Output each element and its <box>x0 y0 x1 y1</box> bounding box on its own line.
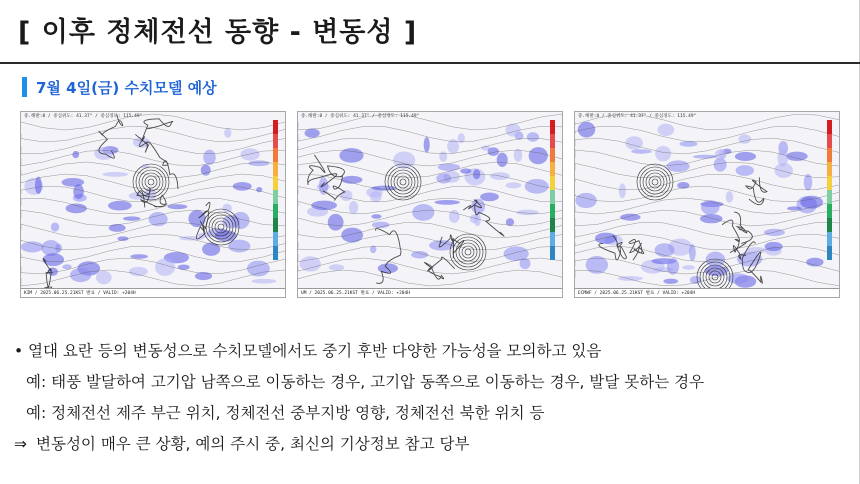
map-header: 중.해발:0 / 중심위도: 41.37° / 중심경도: 115.49° <box>301 114 420 119</box>
title-divider <box>0 62 860 64</box>
slide-title: [ 이후 정체전선 동향 - 변동성 ] <box>18 17 418 48</box>
map-footer: ECMWF / 2025.06.25.21KST 발표 / VALID: +204H <box>575 288 839 297</box>
bullet-text: 예: 태풍 발달하여 고기압 남쪽으로 이동하는 경우, 고기압 동쪽으로 이동하는 경우, 발달 못하는 경우 <box>26 373 705 391</box>
bullet-text: 변동성이 매우 큰 상황, 예의 주시 중, 최신의 기상정보 참고 당부 <box>36 435 470 453</box>
implies-arrow-icon: ⇒ <box>14 435 27 453</box>
bullet-marker: • <box>14 342 24 360</box>
model-map-kim <box>20 111 286 298</box>
model-map-um <box>297 111 563 298</box>
model-map-row <box>20 111 842 298</box>
weather-map-image <box>298 112 562 297</box>
conclusion-item <box>14 429 854 460</box>
bullet-example <box>14 367 854 398</box>
subtitle-text: 7월 4일(금) 수치모델 예상 <box>36 78 217 97</box>
subtitle-accent-bar <box>22 77 27 97</box>
map-footer: UM / 2025.06.25.21KST 발표 / VALID: +204H <box>298 288 562 297</box>
bullet-list <box>14 336 854 460</box>
map-header: 중.해발:0 / 중심위도: 41.37° / 중심경도: 115.49° <box>578 114 697 119</box>
model-map-ecmwf <box>574 111 840 298</box>
bullet-text: 예: 정체전선 제주 부근 위치, 정체전선 중부지방 영향, 정체전선 북한 위치 등 <box>26 404 545 422</box>
weather-map-image <box>21 112 285 297</box>
weather-map-image <box>575 112 839 297</box>
bullet-text: 열대 요란 등의 변동성으로 수치모델에서도 중기 후반 다양한 가능성을 모의하고 있음 <box>28 342 602 360</box>
map-header: 중.해발:0 / 중심위도: 41.37° / 중심경도: 115.49° <box>24 114 143 119</box>
bullet-item <box>14 336 854 367</box>
bullet-example <box>14 398 854 429</box>
section-subtitle <box>22 76 217 98</box>
map-footer: KIM / 2025.06.25.21KST 발표 / VALID: +204H <box>21 288 285 297</box>
